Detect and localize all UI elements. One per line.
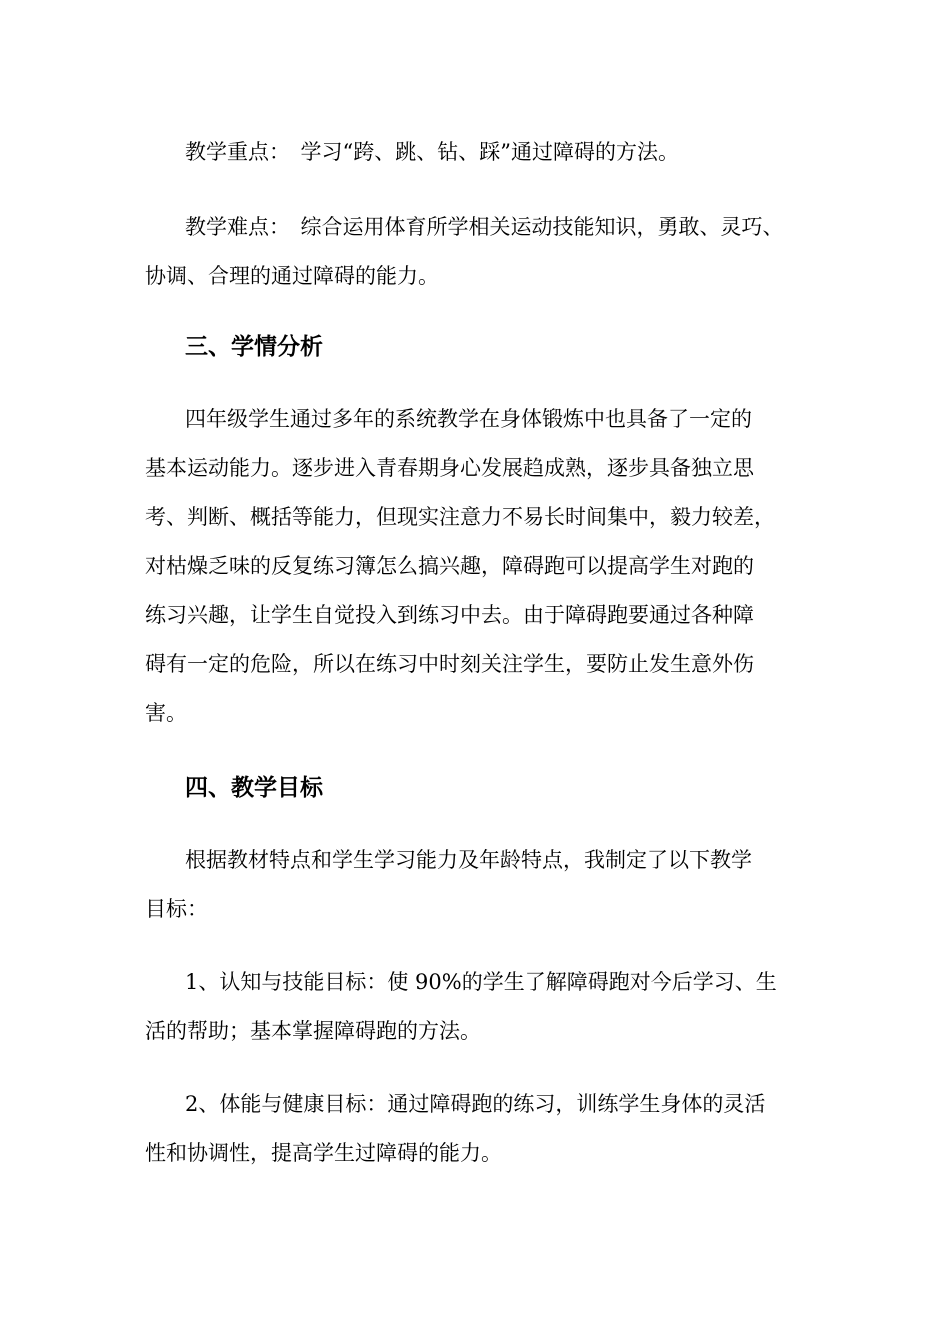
difficulty-paragraph — [145, 203, 825, 301]
difficulty-line-1: 教学难点： 综合运用体育所学相关运动技能知识，勇敢、灵巧、 — [185, 215, 784, 239]
section-heading-analysis: 三、学情分析 — [185, 334, 323, 360]
analysis-line: 考、判断、概括等能力，但现实注意力不易长时间集中，毅力较差， — [145, 505, 775, 529]
goals-intro-line-1: 根据教材特点和学生学习能力及年龄特点，我制定了以下教学 — [185, 848, 752, 872]
goals-intro-line-2: 目标： — [145, 897, 208, 921]
analysis-line: 练习兴趣，让学生自觉投入到练习中去。由于障碍跑要通过各种障 — [145, 603, 754, 627]
analysis-line: 害。 — [145, 701, 187, 725]
analysis-paragraph — [145, 395, 825, 738]
goal-2-paragraph — [145, 1080, 825, 1178]
analysis-line: 四年级学生通过多年的系统教学在身体锻炼中也具备了一定的 — [185, 407, 752, 431]
difficulty-line-2: 协调、合理的通过障碍的能力。 — [145, 264, 439, 288]
goals-intro-paragraph — [145, 836, 825, 934]
goal-1-line-1: 1、认知与技能目标：使 90%的学生了解障碍跑对今后学习、生 — [185, 970, 777, 994]
analysis-line: 碍有一定的危险，所以在练习中时刻关注学生，要防止发生意外伤 — [145, 652, 754, 676]
goal-2-line-1: 2、体能与健康目标：通过障碍跑的练习，训练学生身体的灵活 — [185, 1092, 766, 1116]
section-heading-goals: 四、教学目标 — [185, 775, 323, 801]
goal-1-paragraph — [145, 958, 825, 1056]
key-point-text: 教学重点： 学习“跨、跳、钻、踩”通过障碍的方法。 — [185, 140, 679, 164]
goal-2-line-2: 性和协调性，提高学生过障碍的能力。 — [145, 1141, 502, 1165]
analysis-line: 对枯燥乏味的反复练习簿怎么搞兴趣，障碍跑可以提高学生对跑的 — [145, 554, 754, 578]
analysis-line: 基本运动能力。逐步进入青春期身心发展趋成熟，逐步具备独立思 — [145, 456, 754, 480]
key-point-paragraph — [185, 132, 679, 172]
goal-1-line-2: 活的帮助；基本掌握障碍跑的方法。 — [145, 1019, 481, 1043]
